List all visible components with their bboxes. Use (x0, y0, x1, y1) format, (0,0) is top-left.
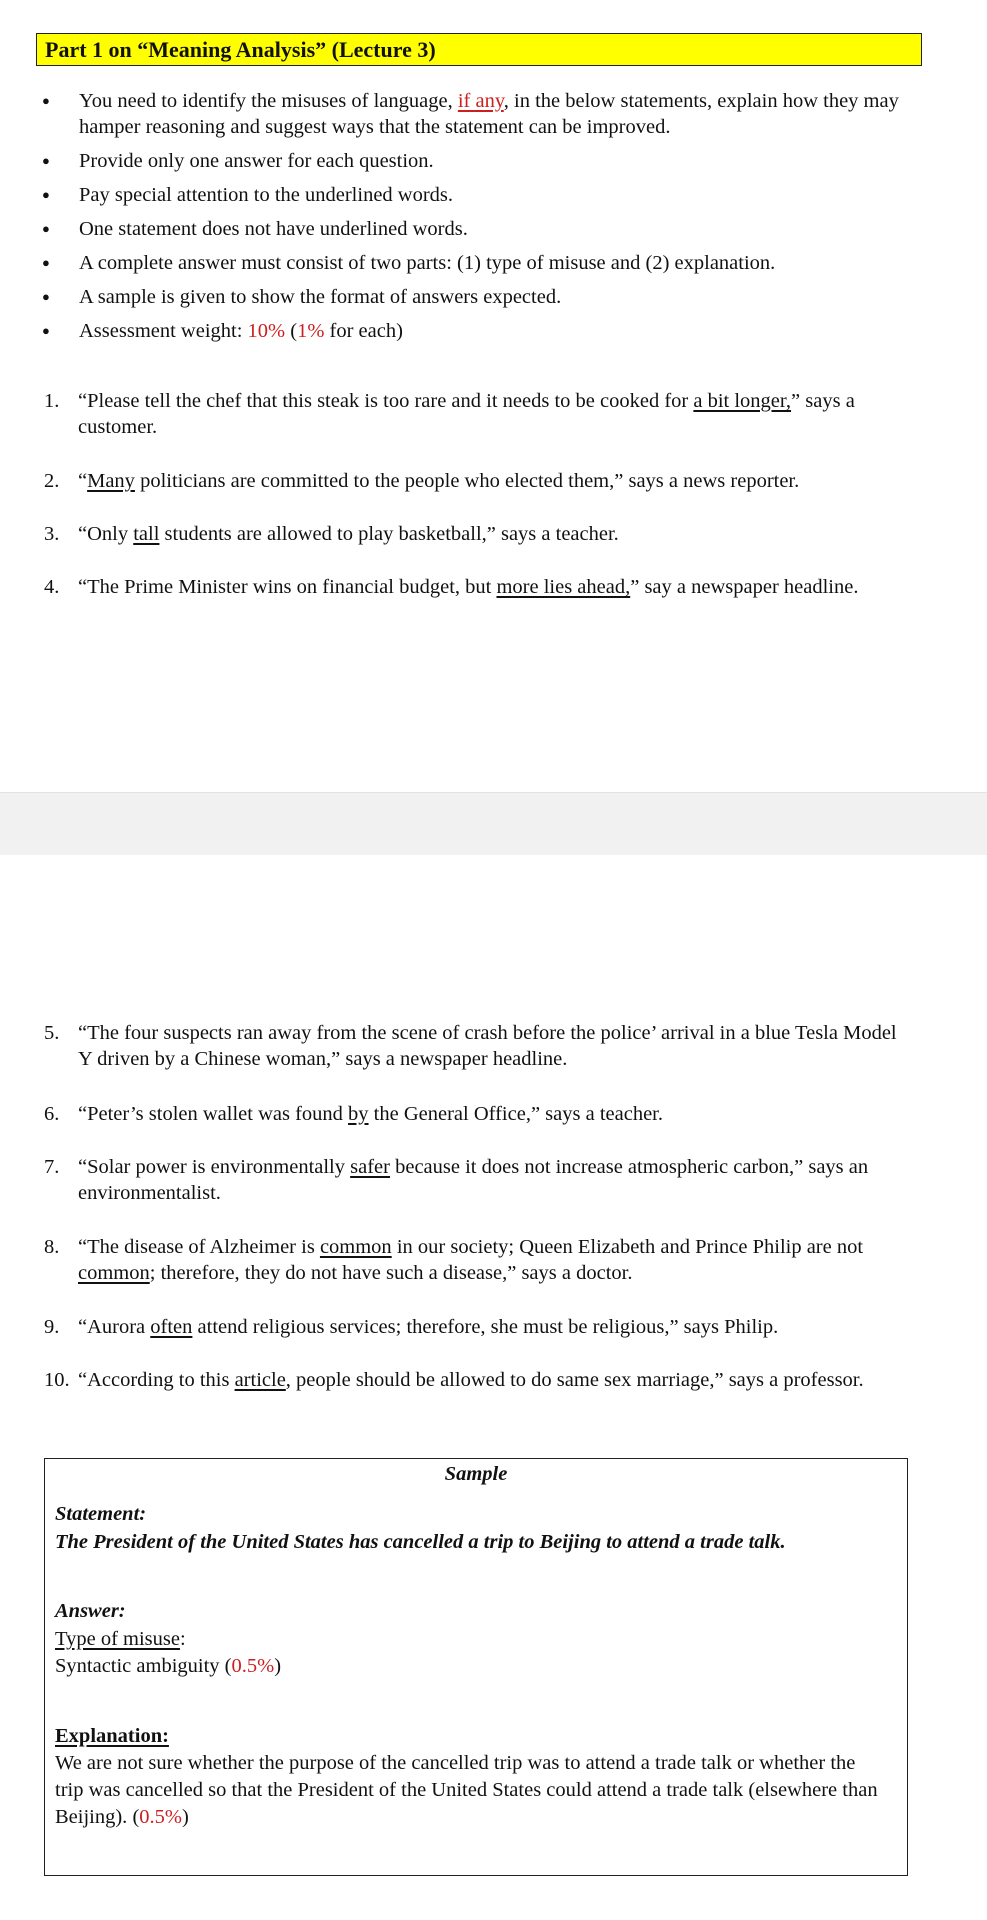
sample-box (44, 1458, 908, 1876)
underlined-word: common (78, 1262, 150, 1284)
question-1: 1. “Please tell the chef that this steak is too rare and it needs to be cooked for a bit longer,” says a customer. (44, 390, 855, 438)
underlined-word: safer (350, 1156, 390, 1178)
question-4: 4. “The Prime Minister wins on financial budget, but more lies ahead,” say a newspaper headline. (44, 576, 859, 598)
weight-each: 1% (297, 320, 325, 342)
instruction-item: ● Provide only one answer for each question. (34, 148, 934, 174)
explanation-text: We are not sure whether the purpose of the cancelled trip was to attend a trade talk or whether the trip was cancelled so that the President of the United States could attend a trade talk (elsewhere than Beijing). (0.5%) (55, 1752, 878, 1828)
question-2: 2. “Many politicians are committed to the people who elected them,” says a news reporter. (44, 470, 800, 492)
question-10-text: “According to this article, people should be allowed to do same sex marriage,” says a professor. (78, 1369, 864, 1391)
instructions-list (34, 88, 934, 352)
question-10: 10. (44, 1369, 70, 1391)
question-3: 3. “Only tall students are allowed to play basketball,” says a teacher. (44, 523, 619, 545)
instruction-item: ● A sample is given to show the format of answers expected. (34, 284, 934, 310)
explanation-label: Explanation: (55, 1725, 169, 1747)
underlined-word: common (319, 1236, 392, 1258)
question-9: 9. “Aurora often attend religious services; therefore, she must be religious,” says Philip. (44, 1316, 779, 1338)
sample-heading: Sample (444, 1463, 508, 1485)
document-page-1 (0, 0, 987, 792)
type-of-misuse-label: Type of misuse: (55, 1628, 186, 1650)
instruction-item: ● You need to identify the misuses of language, if any, in the below statements, explain how they may hamper reasoning and suggest ways that the statement can be improved. (34, 88, 934, 140)
type-weight: 0.5% (231, 1655, 275, 1677)
underlined-word: Many (87, 470, 135, 492)
underlined-word: often (150, 1316, 193, 1338)
sample-statement: The President of the United States has cancelled a trip to Beijing to attend a trade talk. (55, 1531, 786, 1553)
assessment-weight: 10% (247, 320, 286, 342)
question-7: 7. “Solar power is environmentally safer because it does not increase atmospheric carbon,” says an environmentalist. (44, 1156, 869, 1204)
underlined-word: article (234, 1369, 286, 1391)
underlined-word: by (348, 1103, 369, 1125)
page-separator (0, 792, 987, 856)
underlined-word: more lies ahead, (496, 576, 631, 598)
answer-label: Answer: (55, 1600, 126, 1622)
explanation-weight: 0.5% (139, 1806, 182, 1828)
underlined-word: a bit longer, (693, 390, 792, 412)
section-title: Part 1 on “Meaning Analysis” (Lecture 3) (36, 33, 922, 66)
question-5: 5. “The four suspects ran away from the scene of crash before the police’ arrival in a blue Tesla Model Y driven by a Chinese woman,” says a newspaper headline. (44, 1022, 897, 1070)
instruction-item: ● One statement does not have underlined words. (34, 216, 934, 242)
underlined-word: tall (133, 523, 160, 545)
statement-label: Statement: (55, 1503, 147, 1525)
type-of-misuse-value: Syntactic ambiguity (0.5%) (55, 1655, 282, 1677)
instruction-item: ● Assessment weight: 10% (1% for each) (34, 318, 934, 344)
question-6: 6. “Peter’s stolen wallet was found by the General Office,” says a teacher. (44, 1103, 663, 1125)
instruction-item: ● A complete answer must consist of two parts: (1) type of misuse and (2) explanation. (34, 250, 934, 276)
if-any-underlined: if any (457, 90, 504, 112)
question-8: 8. “The disease of Alzheimer is common in our society; Queen Elizabeth and Prince Philip are not common; therefore, they do not have such a disease,” says a doctor. (44, 1236, 864, 1284)
instruction-item: ● Pay special attention to the underlined words. (34, 182, 934, 208)
